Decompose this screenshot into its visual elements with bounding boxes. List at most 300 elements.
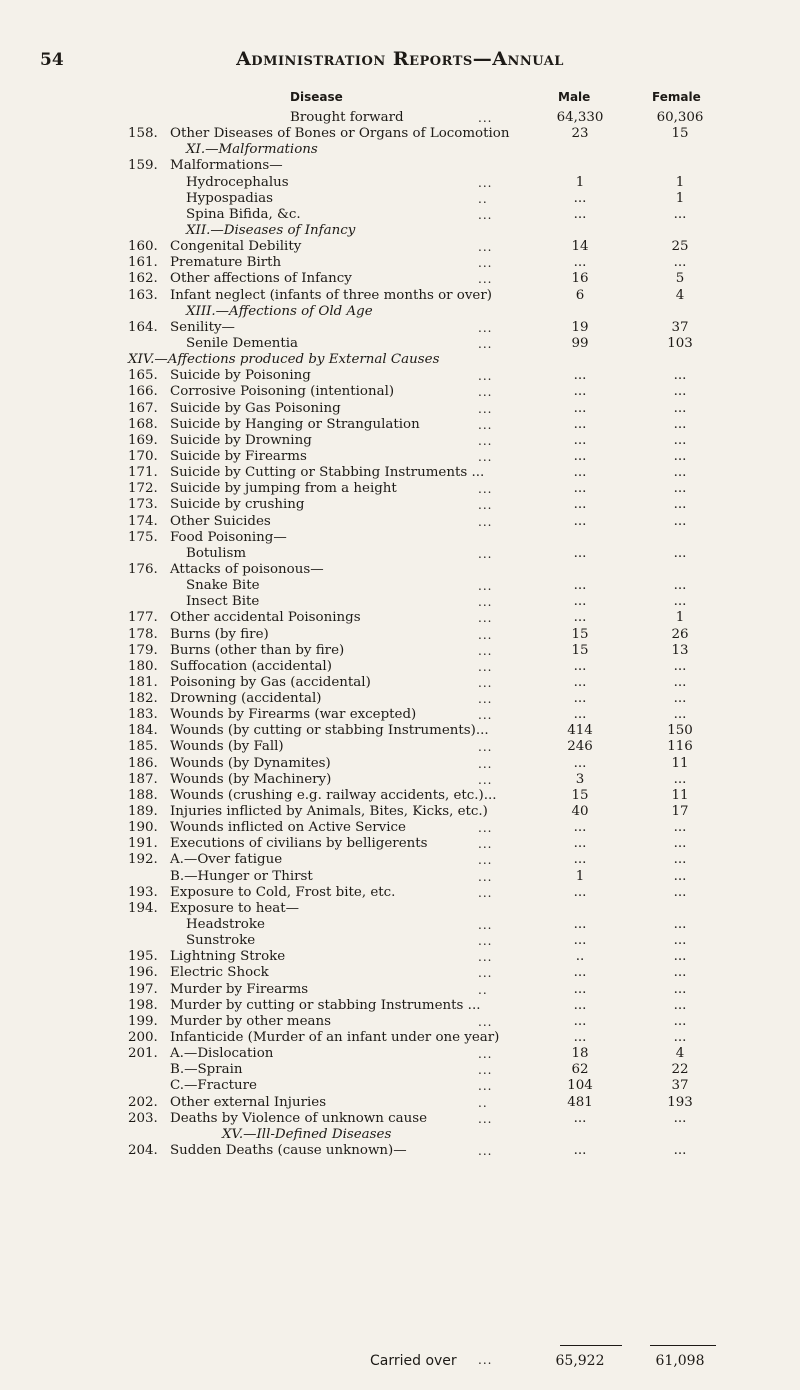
leader-dots: ... xyxy=(478,417,493,432)
row-number: 166. xyxy=(128,384,158,400)
page-header: Administration Reports—Annual xyxy=(236,48,564,70)
female-count: ... xyxy=(673,206,687,222)
disease-label: Electric Shock xyxy=(170,965,269,981)
male-count: ... xyxy=(573,707,587,723)
table-row xyxy=(0,691,800,707)
leader-dots: ... xyxy=(478,950,493,965)
female-count: ... xyxy=(673,674,687,690)
female-count: 37 xyxy=(671,319,689,335)
male-count: ... xyxy=(573,884,587,900)
female-count: 1 xyxy=(675,190,685,206)
leader-dots: ... xyxy=(478,401,493,416)
female-count: 4 xyxy=(675,1046,685,1062)
table-row xyxy=(0,836,800,852)
disease-label: Botulism xyxy=(186,545,247,561)
male-count: ... xyxy=(573,836,587,852)
female-count: ... xyxy=(673,707,687,723)
male-count: ... xyxy=(573,368,587,384)
leader-dots: ... xyxy=(478,595,493,610)
male-count: 6 xyxy=(575,287,585,303)
disease-label: Lightning Stroke xyxy=(170,949,286,965)
leader-dots: ... xyxy=(478,514,493,529)
disease-label: Wounds (by cutting or stabbing Instruments)... xyxy=(170,723,489,739)
table-row xyxy=(0,336,800,352)
disease-label: Murder by Firearms xyxy=(170,981,309,997)
male-count: ... xyxy=(573,448,587,464)
leader-dots: ... xyxy=(478,385,493,400)
leader-dots: ... xyxy=(478,627,493,642)
disease-label: Other external Injuries xyxy=(170,1094,327,1110)
female-count: ... xyxy=(673,884,687,900)
table-row xyxy=(0,610,800,626)
disease-label: Suicide by Gas Poisoning xyxy=(170,400,341,416)
female-count: 4 xyxy=(675,287,685,303)
disease-label: Suicide by Poisoning xyxy=(170,368,311,384)
table-row xyxy=(0,723,800,739)
male-count: 14 xyxy=(571,239,589,255)
table-row xyxy=(0,998,800,1014)
leader-dots: ... xyxy=(478,369,493,384)
male-count: 414 xyxy=(567,723,593,739)
leader-dots: ... xyxy=(478,611,493,626)
male-count: ... xyxy=(573,384,587,400)
male-count: ... xyxy=(573,965,587,981)
female-count: ... xyxy=(673,400,687,416)
row-number: 159. xyxy=(128,158,158,174)
row-number: 187. xyxy=(128,771,158,787)
row-number: 161. xyxy=(128,255,158,271)
male-count: 15 xyxy=(571,626,589,642)
female-count: ... xyxy=(673,1030,687,1046)
table-row xyxy=(0,223,800,239)
leader-dots: ... xyxy=(478,272,493,287)
leader-dots: ... xyxy=(478,1079,493,1094)
row-number: 194. xyxy=(128,900,158,916)
table-row xyxy=(0,627,800,643)
disease-label: Premature Birth xyxy=(170,255,282,271)
row-number: 171. xyxy=(128,465,158,481)
female-count: 15 xyxy=(671,126,689,142)
row-number: 195. xyxy=(128,949,158,965)
male-count: ... xyxy=(573,416,587,432)
disease-label: Suicide by Hanging or Strangulation xyxy=(170,416,420,432)
disease-label: Sunstroke xyxy=(186,933,256,949)
female-count: ... xyxy=(673,545,687,561)
leader-dots: ... xyxy=(478,966,493,981)
table-row xyxy=(0,885,800,901)
disease-label: Congenital Debility xyxy=(170,239,302,255)
table-row xyxy=(0,255,800,271)
carried-over-female: 61,098 xyxy=(655,1353,705,1369)
disease-label: Sudden Deaths (cause unknown)— xyxy=(170,1143,407,1158)
female-count: ... xyxy=(673,513,687,529)
disease-label: B.—Hunger or Thirst xyxy=(170,868,313,884)
table-row xyxy=(0,465,800,481)
male-count: 1 xyxy=(575,868,585,884)
table-row xyxy=(0,901,800,917)
table-row xyxy=(0,191,800,207)
table-row xyxy=(0,1111,800,1127)
disease-label: Burns (other than by fire) xyxy=(170,642,345,658)
male-count: ... xyxy=(573,674,587,690)
disease-label: Food Poisoning— xyxy=(170,529,287,545)
section-heading: XII.—Diseases of Infancy xyxy=(186,222,356,238)
male-count: ... xyxy=(573,691,587,707)
female-count: ... xyxy=(673,1143,687,1158)
leader-dots: ... xyxy=(478,546,493,561)
row-number: 198. xyxy=(128,997,158,1013)
leader-dots: ... xyxy=(478,1014,493,1029)
disease-label: Brought forward xyxy=(290,110,404,125)
table-row xyxy=(0,401,800,417)
disease-label: Infanticide (Murder of an infant under one year) xyxy=(170,1030,500,1046)
leader-dots: ... xyxy=(478,320,493,335)
disease-label: Headstroke xyxy=(186,917,265,933)
male-count: ... xyxy=(573,432,587,448)
row-number: 175. xyxy=(128,529,158,545)
female-count: 1 xyxy=(675,610,685,626)
table-row xyxy=(0,1062,800,1078)
disease-label: Corrosive Poisoning (intentional) xyxy=(170,384,395,400)
female-count: 5 xyxy=(675,271,685,287)
table-row xyxy=(0,239,800,255)
male-count: 16 xyxy=(571,271,589,287)
disease-label: Suicide by Firearms xyxy=(170,448,307,464)
male-total-rule xyxy=(560,1345,622,1346)
disease-label: B.—Sprain xyxy=(170,1062,243,1078)
carried-over-male: 65,922 xyxy=(555,1353,605,1369)
female-count: ... xyxy=(673,965,687,981)
table-row xyxy=(0,368,800,384)
leader-dots: ... xyxy=(478,498,493,513)
row-number: 184. xyxy=(128,723,158,739)
male-count: ... xyxy=(573,255,587,271)
disease-label: Wounds (by Fall) xyxy=(170,739,284,755)
female-count: ... xyxy=(673,1013,687,1029)
section-heading: XIII.—Affections of Old Age xyxy=(186,303,373,319)
leader-dots: ... xyxy=(478,869,493,884)
table-row xyxy=(0,1127,800,1143)
male-count: ... xyxy=(573,481,587,497)
row-number: 168. xyxy=(128,416,158,432)
leader-dots: ... xyxy=(478,708,493,723)
leader-dots: ... xyxy=(478,821,493,836)
column-header-female: Female xyxy=(652,90,701,104)
table-row xyxy=(0,707,800,723)
row-number: 181. xyxy=(128,674,158,690)
male-count: 1 xyxy=(575,174,585,190)
leader-dots: ... xyxy=(478,1353,493,1367)
male-count: 99 xyxy=(571,335,589,351)
female-count: 103 xyxy=(667,335,693,351)
row-number: 202. xyxy=(128,1094,158,1110)
male-count: ... xyxy=(573,658,587,674)
row-number: 188. xyxy=(128,787,158,803)
female-count: 11 xyxy=(671,755,689,771)
female-count: ... xyxy=(673,658,687,674)
male-count: ... xyxy=(573,578,587,594)
row-number: 197. xyxy=(128,981,158,997)
table-row xyxy=(0,142,800,158)
disease-label: Senile Dementia xyxy=(186,335,299,351)
leader-dots: ... xyxy=(478,433,493,448)
table-row xyxy=(0,530,800,546)
row-number: 191. xyxy=(128,836,158,852)
disease-label: Other Diseases of Bones or Organs of Locomotion xyxy=(170,126,510,142)
disease-label: Insect Bite xyxy=(186,594,260,610)
female-count: ... xyxy=(673,997,687,1013)
table-row xyxy=(0,965,800,981)
row-number: 192. xyxy=(128,852,158,868)
disease-label: Drowning (accidental) xyxy=(170,691,322,707)
row-number: 186. xyxy=(128,755,158,771)
leader-dots: ... xyxy=(478,1047,493,1062)
row-number: 160. xyxy=(128,239,158,255)
female-count: 150 xyxy=(667,723,693,739)
male-count: 481 xyxy=(567,1094,593,1110)
table-row xyxy=(0,417,800,433)
disease-label: Injuries inflicted by Animals, Bites, Kicks, etc.) xyxy=(170,804,488,820)
male-count: ... xyxy=(573,917,587,933)
disease-label: Poisoning by Gas (accidental) xyxy=(170,674,371,690)
section-heading: XIV.—Affections produced by External Causes xyxy=(128,352,440,368)
table-row xyxy=(0,772,800,788)
row-number: 182. xyxy=(128,691,158,707)
male-count: ... xyxy=(573,852,587,868)
female-count: ... xyxy=(673,368,687,384)
row-number: 167. xyxy=(128,400,158,416)
female-count: ... xyxy=(673,981,687,997)
table-row xyxy=(0,933,800,949)
leader-dots: ... xyxy=(478,336,493,351)
female-count: ... xyxy=(673,917,687,933)
disease-table xyxy=(0,110,800,1159)
row-number: 204. xyxy=(128,1143,158,1158)
table-row xyxy=(0,917,800,933)
table-row xyxy=(0,594,800,610)
table-row xyxy=(0,1095,800,1111)
table-row xyxy=(0,1014,800,1030)
female-count: ... xyxy=(673,448,687,464)
leader-dots: ... xyxy=(478,1063,493,1078)
table-row xyxy=(0,852,800,868)
male-count: ... xyxy=(573,755,587,771)
table-row xyxy=(0,788,800,804)
row-number: 185. xyxy=(128,739,158,755)
row-number: 178. xyxy=(128,626,158,642)
table-row xyxy=(0,304,800,320)
table-row xyxy=(0,384,800,400)
table-row xyxy=(0,546,800,562)
table-row xyxy=(0,643,800,659)
disease-label: Hydrocephalus xyxy=(186,174,289,190)
row-number: 173. xyxy=(128,497,158,513)
disease-label: Wounds inflicted on Active Service xyxy=(170,820,406,836)
male-count: ... xyxy=(573,545,587,561)
female-count: ... xyxy=(673,691,687,707)
carried-over-label: Carried over xyxy=(370,1353,457,1369)
male-count: 23 xyxy=(571,126,589,142)
row-number: 177. xyxy=(128,610,158,626)
male-count: 15 xyxy=(571,642,589,658)
disease-label: Other Suicides xyxy=(170,513,271,529)
female-count: ... xyxy=(673,384,687,400)
disease-label: Wounds by Firearms (war excepted) xyxy=(170,707,417,723)
leader-dots: .. xyxy=(478,191,488,206)
female-count: ... xyxy=(673,465,687,481)
table-row xyxy=(0,352,800,368)
female-count: 193 xyxy=(667,1094,693,1110)
female-count: 13 xyxy=(671,642,689,658)
leader-dots: ... xyxy=(478,756,493,771)
row-number: 199. xyxy=(128,1013,158,1029)
section-heading: XI.—Malformations xyxy=(186,142,318,158)
row-number: 164. xyxy=(128,319,158,335)
female-count: ... xyxy=(673,820,687,836)
female-count: ... xyxy=(673,933,687,949)
disease-label: Senility— xyxy=(170,319,235,335)
column-header-disease: Disease xyxy=(290,90,343,104)
leader-dots: ... xyxy=(478,692,493,707)
female-count: ... xyxy=(673,949,687,965)
row-number: 196. xyxy=(128,965,158,981)
male-count: 64,330 xyxy=(556,110,604,125)
table-row xyxy=(0,869,800,885)
male-count: ... xyxy=(573,1143,587,1158)
row-number: 163. xyxy=(128,287,158,303)
disease-label: Suffocation (accidental) xyxy=(170,658,332,674)
female-count: ... xyxy=(673,432,687,448)
disease-label: Murder by other means xyxy=(170,1013,332,1029)
female-count: 22 xyxy=(671,1062,689,1078)
female-count: 1 xyxy=(675,174,685,190)
row-number: 180. xyxy=(128,658,158,674)
female-count: 37 xyxy=(671,1078,689,1094)
leader-dots: ... xyxy=(478,1144,493,1158)
disease-label: Hypospadias xyxy=(186,190,274,206)
male-count: ... xyxy=(573,513,587,529)
row-number: 174. xyxy=(128,513,158,529)
table-row xyxy=(0,804,800,820)
male-count: ... xyxy=(573,820,587,836)
disease-label: Suicide by Drowning xyxy=(170,432,312,448)
row-number: 200. xyxy=(128,1030,158,1046)
leader-dots: ... xyxy=(478,449,493,464)
table-row xyxy=(0,514,800,530)
female-count: ... xyxy=(673,416,687,432)
female-count: ... xyxy=(673,771,687,787)
male-count: ... xyxy=(573,981,587,997)
row-number: 169. xyxy=(128,432,158,448)
leader-dots: ... xyxy=(478,579,493,594)
table-row xyxy=(0,320,800,336)
leader-dots: ... xyxy=(478,934,493,949)
disease-label: C.—Fracture xyxy=(170,1078,257,1094)
female-count: ... xyxy=(673,255,687,271)
disease-label: Snake Bite xyxy=(186,578,260,594)
leader-dots: ... xyxy=(478,256,493,271)
male-count: .. xyxy=(575,949,585,965)
female-count: 17 xyxy=(671,804,689,820)
male-count: 62 xyxy=(571,1062,589,1078)
leader-dots: ... xyxy=(478,837,493,852)
table-row xyxy=(0,175,800,191)
male-count: ... xyxy=(573,206,587,222)
leader-dots: .. xyxy=(478,982,488,997)
table-row xyxy=(0,756,800,772)
female-count: ... xyxy=(673,594,687,610)
disease-label: Executions of civilians by belligerents xyxy=(170,836,428,852)
row-number: 162. xyxy=(128,271,158,287)
disease-label: Spina Bifida, &c. xyxy=(186,206,301,222)
table-row xyxy=(0,433,800,449)
disease-label: Exposure to heat— xyxy=(170,900,300,916)
male-count: ... xyxy=(573,400,587,416)
male-count: ... xyxy=(573,1030,587,1046)
female-count: 11 xyxy=(671,787,689,803)
male-count: ... xyxy=(573,933,587,949)
section-heading: XV.—Ill-Defined Diseases xyxy=(222,1126,392,1142)
male-count: 40 xyxy=(571,804,589,820)
row-number: 190. xyxy=(128,820,158,836)
male-count: 246 xyxy=(567,739,593,755)
leader-dots: ... xyxy=(478,207,493,222)
leader-dots: ... xyxy=(478,111,493,125)
female-count: ... xyxy=(673,836,687,852)
disease-label: Suicide by Cutting or Stabbing Instruments ... xyxy=(170,465,485,481)
table-row xyxy=(0,949,800,965)
disease-label: Attacks of poisonous— xyxy=(170,561,324,577)
table-row xyxy=(0,578,800,594)
leader-dots: ... xyxy=(478,853,493,868)
page-number: 54 xyxy=(40,50,64,70)
disease-label: Wounds (crushing e.g. railway accidents, etc.)... xyxy=(170,787,497,803)
disease-label: Infant neglect (infants of three months or over) xyxy=(170,287,492,303)
leader-dots: ... xyxy=(478,482,493,497)
male-count: 3 xyxy=(575,771,585,787)
female-count: ... xyxy=(673,481,687,497)
leader-dots: ... xyxy=(478,918,493,933)
row-number: 203. xyxy=(128,1110,158,1126)
row-number: 183. xyxy=(128,707,158,723)
leader-dots: ... xyxy=(478,643,493,658)
table-row xyxy=(0,449,800,465)
female-count: 26 xyxy=(671,626,689,642)
row-number: 165. xyxy=(128,368,158,384)
female-count: ... xyxy=(673,578,687,594)
leader-dots: .. xyxy=(478,1095,488,1110)
table-row xyxy=(0,820,800,836)
table-row xyxy=(0,562,800,578)
leader-dots: ... xyxy=(478,659,493,674)
disease-label: Burns (by fire) xyxy=(170,626,269,642)
disease-label: Suicide by crushing xyxy=(170,497,305,513)
table-row xyxy=(0,110,800,126)
male-count: 15 xyxy=(571,787,589,803)
disease-label: Malformations— xyxy=(170,158,283,174)
row-number: 172. xyxy=(128,481,158,497)
leader-dots: ... xyxy=(478,772,493,787)
leader-dots: ... xyxy=(478,175,493,190)
leader-dots: ... xyxy=(478,675,493,690)
male-count: 18 xyxy=(571,1046,589,1062)
column-header-male: Male xyxy=(558,90,591,104)
male-count: ... xyxy=(573,497,587,513)
table-row xyxy=(0,1078,800,1094)
table-row xyxy=(0,675,800,691)
male-count: ... xyxy=(573,594,587,610)
male-count: 19 xyxy=(571,319,589,335)
